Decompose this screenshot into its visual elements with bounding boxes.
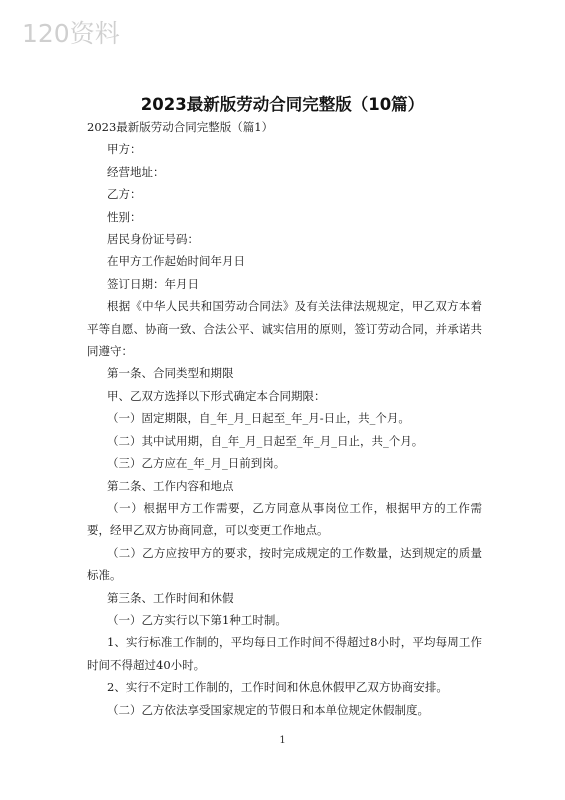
- article-3-subitem-1: 1、实行标准工作制的，平均每日工作时间不得超过8小时，平均每周工作时间不得超过40小时。: [87, 635, 482, 672]
- section-heading: 2023最新版劳动合同完整版（篇1）: [87, 120, 274, 134]
- article-1-heading: 第一条、合同类型和期限: [107, 366, 234, 381]
- article-1-item-1: （一）固定期限，自_年_月_日起至_年_月-日止，共_个月。: [107, 411, 410, 426]
- field-business-address: 经营地址：: [107, 164, 165, 179]
- field-start-date: 在甲方工作起始时间年月日: [107, 254, 245, 269]
- article-2-item-1: （一）根据甲方工作需要，乙方同意从事岗位工作，根据甲方的工作需要，经甲乙双方协商同意，可以变更工作地点。: [87, 500, 482, 538]
- field-sign-date: 签订日期：年月日: [107, 276, 199, 291]
- article-2-heading: 第二条、工作内容和地点: [107, 478, 234, 493]
- article-3-heading: 第三条、工作时间和休假: [107, 590, 234, 605]
- article-3-item-1: （一）乙方实行以下第1种工时制。: [107, 612, 287, 627]
- article-2-item-2: （二）乙方应按甲方的要求，按时完成规定的工作数量，达到规定的质量标准。: [87, 545, 482, 583]
- article-1-item-3: （三）乙方应在_年_月_日前到岗。: [107, 456, 286, 471]
- page-number: 1: [279, 735, 286, 746]
- article-1-intro: 甲、乙双方选择以下形式确定本合同期限：: [107, 388, 326, 403]
- document-title: 2023最新版劳动合同完整版（10篇）: [140, 95, 425, 114]
- field-id-number: 居民身份证号码：: [107, 232, 199, 247]
- field-party-a: 甲方：: [107, 142, 142, 157]
- field-gender: 性别：: [107, 209, 142, 224]
- field-party-b: 乙方：: [107, 187, 142, 202]
- article-1-item-2: （二）其中试用期，自_年_月_日起至_年_月_日止，共_个月。: [107, 433, 424, 448]
- document-body: [87, 116, 482, 721]
- watermark-logo: 120资料: [22, 19, 120, 48]
- article-3-subitem-2: 2、实行不定时工作制的，工作时间和休息休假甲乙双方协商安排。: [107, 680, 448, 695]
- article-3-item-2: （二）乙方依法享受国家规定的节假日和本单位规定休假制度。: [107, 702, 429, 717]
- preamble-paragraph: 根据《中华人民共和国劳动合同法》及有关法律法规规定，甲乙双方本着平等自愿、协商一致、合法公平、诚实信用的原则，签订劳动合同，并承诺共同遵守：: [87, 299, 482, 359]
